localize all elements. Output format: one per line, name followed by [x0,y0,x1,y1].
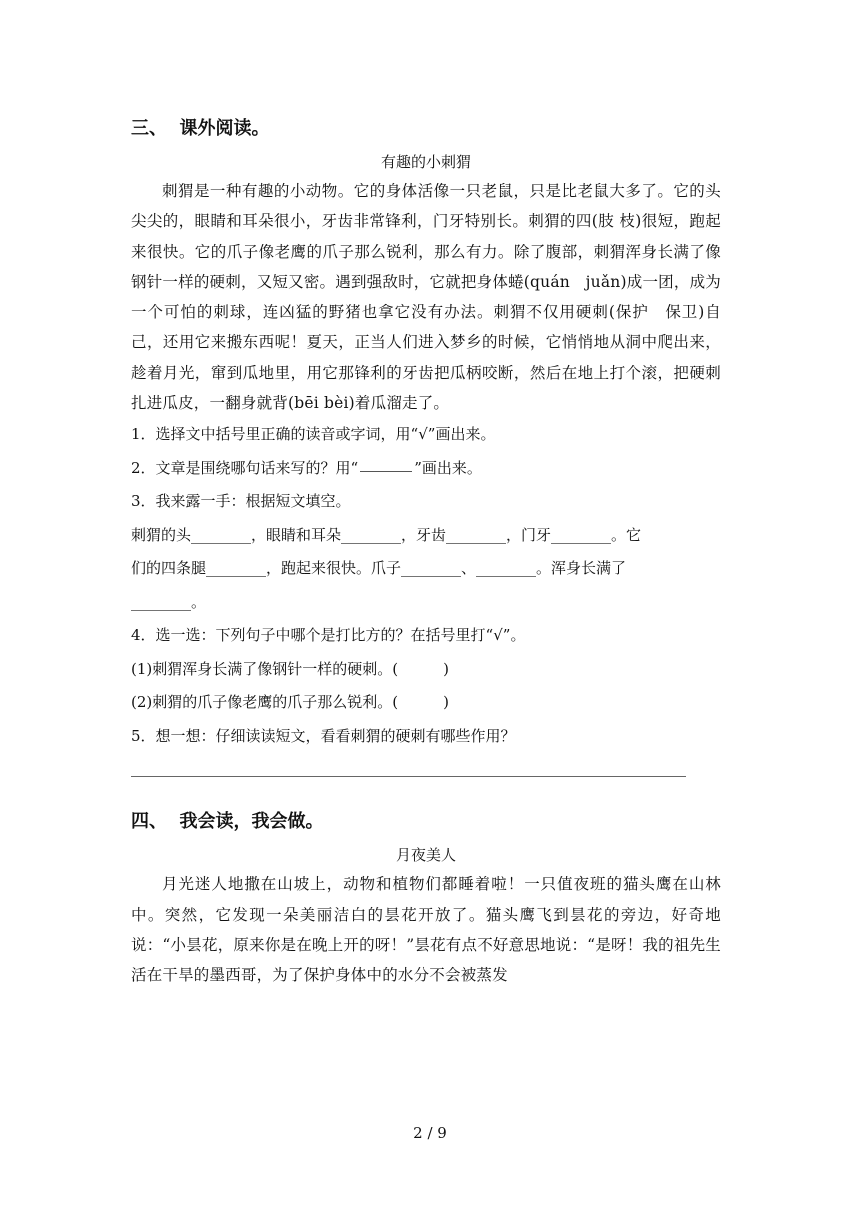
question-4-option-2: (2)刺猬的爪子像老鹰的爪子那么锐利。( ) [131,693,449,712]
story-paragraph-hedgehog: 刺猬是一种有趣的小动物。它的身体活像一只老鼠，只是比老鼠大多了。它的头尖尖的，眼睛和耳朵很小，牙齿非常锋利，门牙特别长。刺猬的四(肢 枝)很短，跑起来很快。它的爪子像老鹰的爪子那么锐利，那么有力。除了腹部，刺猬浑身长满了像钢针一样的硬刺，又短又密。遇到强敌时，它就把身体蜷(quán juǎn)成一团，成为一个可怕的刺球，连凶猛的野猪也拿它没有办法。刺猬不仅用硬刺(保护 保卫)自己，还用它来搬东西呢！夏天，正当人们进入梦乡的时候，它悄悄地从洞中爬出来，趁着月光，窜到瓜地里，用它那锋利的牙齿把瓜柄咬断，然后在地上打个滚，把硬刺扎进瓜皮，一翻身就背(bēi bèi)着瓜溜走了。 [131,182,721,413]
page-number: 2 / 9 [413,1124,447,1142]
story-paragraph-moon-night: 月光迷人地撒在山坡上，动物和植物们都睡着啦！一只值夜班的猫头鹰在山林中。突然，它发现一朵美丽洁白的昙花开放了。猫头鹰飞到昙花的旁边，好奇地说：“小昙花，原来你是在晚上开的呀！”昙花有点不好意思地说：“是呀！我的祖先生活在干旱的墨西哥，为了保护身体中的水分不会被蒸发 [131,875,721,985]
question-4-option-1: (1)刺猬浑身长满了像钢针一样的硬刺。( ) [131,659,449,678]
question-1: 1．选择文中括号里正确的读音或字词，用“√”画出来。 [131,425,496,444]
wavy-underline-icon [360,461,412,472]
section-3-title: 三、 课外阅读。 [131,118,270,139]
question-2-text-end: ”画出来。 [414,458,482,477]
question-3-fill-line-2: 们的四条腿________，跑起来很快。爪子________、________。浑身长满了 [131,559,627,578]
question-3-fill-line-3: ________。 [131,592,207,611]
question-2 [131,452,721,486]
question-4: 4．选一选：下列句子中哪个是打比方的？在括号里打“√”。 [131,626,526,645]
page-content [131,112,721,991]
question-2-text-start: 2．文章是围绕哪句话来写的？用“ [131,458,359,477]
question-3-fill-line-1: 刺猬的头________，眼睛和耳朵________，牙齿________，门牙________。它 [131,525,642,544]
question-5: 5．想一想：仔细读读短文，看看刺猬的硬刺有哪些作用？ [131,726,516,745]
story-title-hedgehog: 有趣的小刺猬 [380,153,471,171]
question-3: 3．我来露一手：根据短文填空。 [131,492,351,511]
section-4-title: 四、 我会读，我会做。 [131,811,324,833]
story-title-moon-night: 月夜美人 [395,846,456,865]
